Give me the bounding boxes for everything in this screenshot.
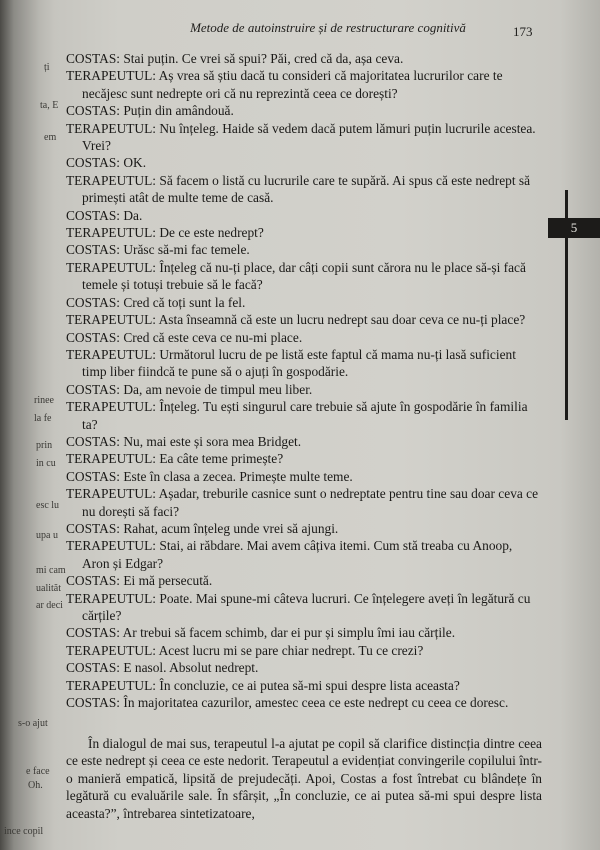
dialogue-turn xyxy=(66,102,542,119)
dialogue-turn xyxy=(66,294,542,311)
dialogue-turn xyxy=(66,50,542,67)
previous-page-fragment: rinee xyxy=(34,395,54,406)
dialogue-turn xyxy=(66,677,542,694)
dialogue-turn xyxy=(66,433,542,450)
running-head: Metode de autoinstruire și de restructurare cognitivă xyxy=(190,20,466,35)
dialogue-turn xyxy=(66,485,542,520)
speaker-label: TERAPEUTUL: xyxy=(66,68,157,84)
turn-text: Puțin din amândouă. xyxy=(123,103,234,119)
turn-text: Așadar, treburile casnice sunt o nedreptate pentru tine sau doar ceva ce nu dorești să faci? xyxy=(82,486,539,519)
dialogue-turn xyxy=(66,259,542,294)
speaker-label: TERAPEUTUL: xyxy=(66,346,157,362)
dialogue-turn xyxy=(66,224,542,241)
turn-text: Înțeleg. Tu ești singurul care trebuie să ajute în gospodărie în familia ta? xyxy=(82,399,528,432)
turn-text: Rahat, acum înțeleg unde vrei să ajungi. xyxy=(123,520,339,536)
turn-text: Ei mă persecută. xyxy=(123,573,213,589)
turn-text: În majoritatea cazurilor, amestec ceea ce este nedrept cu ceea ce doresc. xyxy=(123,695,509,711)
previous-page-fragment: e face xyxy=(26,766,50,777)
turn-text: Poate. Mai spune-mi câteva lucruri. Ce înțelegere aveți în legătură cu cărțile? xyxy=(82,590,531,623)
speaker-label: TERAPEUTUL: xyxy=(66,259,157,275)
dialogue-turn xyxy=(66,468,542,485)
dialogue-turn xyxy=(66,67,542,102)
dialogue-turn xyxy=(66,537,542,572)
turn-text: Acest lucru mi se pare chiar nedrept. Tu ce crezi? xyxy=(158,642,424,658)
summary-paragraph: În dialogul de mai sus, terapeutul l-a ajutat pe copil să clarifice distincția dintre ceea ce este nedrept și ceea ce este nedorit. Terapeutul a evidențiat convingerile copilului într-o manieră empatică, lipsită de prejudecăți. Apoi, Costas a fost întrebat cu blândețe în legătură cu evaluările sale. În sfârșit, „În concluzie, ce ai putea să-mi spui despre lista aceasta?”, întrebarea sintetizatoare, xyxy=(66,736,542,821)
dialogue-turn xyxy=(66,659,542,676)
dialogue-turn xyxy=(66,207,542,224)
previous-page-fragment: prin xyxy=(36,440,53,451)
previous-page-fragment: upa u xyxy=(36,530,58,541)
speaker-label: COSTAS: xyxy=(66,381,120,397)
previous-page-fragment: in cu xyxy=(36,458,56,469)
speaker-label: TERAPEUTUL: xyxy=(66,677,157,693)
speaker-label: COSTAS: xyxy=(66,207,120,223)
previous-page-fragment: la fe xyxy=(34,413,52,424)
dialogue-turn xyxy=(66,398,542,433)
turn-text: Este în clasa a zecea. Primește multe teme. xyxy=(123,468,353,484)
turn-text: OK. xyxy=(123,155,147,171)
speaker-label: COSTAS: xyxy=(66,433,120,449)
speaker-label: TERAPEUTUL: xyxy=(66,538,157,554)
previous-page-fragment: ta, E xyxy=(40,100,59,111)
turn-text: Ea câte teme primește? xyxy=(159,451,284,467)
turn-text: Următorul lucru de pe listă este faptul că mama nu-ți lasă suficient timp liber fiindcă te pune să o ajuți în gospodărie. xyxy=(82,346,516,380)
dialogue-turn xyxy=(66,172,542,207)
turn-text: Da. xyxy=(123,207,143,223)
dialogue-turn xyxy=(66,642,542,659)
dialogue-turn xyxy=(66,311,542,328)
speaker-label: TERAPEUTUL: xyxy=(66,312,157,328)
previous-page-fragment: Oh. xyxy=(28,780,43,791)
book-page xyxy=(58,0,600,850)
speaker-label: COSTAS: xyxy=(66,51,120,66)
speaker-label: COSTAS: xyxy=(66,625,120,641)
speaker-label: TERAPEUTUL: xyxy=(66,642,157,658)
dialogue-turn xyxy=(66,329,542,346)
dialogue-turn xyxy=(66,590,542,625)
turn-text: De ce este nedrept? xyxy=(159,225,264,241)
speaker-label: COSTAS: xyxy=(66,660,120,676)
dialogue-turn xyxy=(66,520,542,537)
dialogue-turn xyxy=(66,154,542,171)
previous-page-fragment: ince copil xyxy=(4,826,44,837)
turn-text: Nu înțeleg. Haide să vedem dacă putem lămuri puțin lucrurile acestea. Vrei? xyxy=(82,120,536,154)
page-number: 173 xyxy=(513,24,533,39)
dialogue-turn xyxy=(66,450,542,467)
dialogue-turn xyxy=(66,120,542,155)
previous-page-fragment: ți xyxy=(44,62,50,73)
previous-page-fragment: ar deci xyxy=(36,600,63,611)
speaker-label: COSTAS: xyxy=(66,294,120,310)
previous-page-fragment: esc lu xyxy=(36,500,60,511)
previous-page-fragment: mi cam xyxy=(36,565,66,576)
dialogue-turn xyxy=(66,694,542,711)
speaker-label: COSTAS: xyxy=(66,468,120,484)
speaker-label: COSTAS: xyxy=(66,695,120,711)
dialogue-turn xyxy=(66,624,542,641)
speaker-label: TERAPEUTUL: xyxy=(66,486,157,502)
turn-text: Ar trebui să facem schimb, dar ei pur și simplu îmi iau cărțile. xyxy=(122,625,456,641)
speaker-label: TERAPEUTUL: xyxy=(66,225,157,241)
turn-text: E nasol. Absolut nedrept. xyxy=(123,660,259,676)
speaker-label: TERAPEUTUL: xyxy=(66,172,157,188)
dialogue-turn xyxy=(66,572,542,589)
turn-text: Nu, mai este și sora mea Bridget. xyxy=(123,433,302,449)
turn-text: Stai puțin. Ce vrei să spui? Păi, cred că da, așa ceva. xyxy=(123,51,404,66)
speaker-label: COSTAS: xyxy=(66,103,120,119)
turn-text: Cred că este ceva ce nu-mi place. xyxy=(123,329,303,345)
turn-text: Cred că toți sunt la fel. xyxy=(123,294,246,310)
turn-text: Aș vrea să știu dacă tu consideri că majoritatea lucrurilor care te necăjesc sunt nedrepte ori că nu reprezintă ceea ce dorești? xyxy=(82,68,503,101)
speaker-label: COSTAS: xyxy=(66,155,120,171)
turn-text: Înțeleg că nu-ți place, dar câți copii sunt cărora nu le place să-și facă temele și totuși trebuie să le facă? xyxy=(82,259,526,293)
dialogue-block xyxy=(66,50,542,711)
speaker-label: COSTAS: xyxy=(66,520,120,536)
speaker-label: COSTAS: xyxy=(66,242,120,258)
turn-text: Să facem o listă cu lucrurile care te supără. Ai spus că este nedrept să primești atât de multe teme de casă. xyxy=(82,172,531,206)
turn-text: Da, am nevoie de timpul meu liber. xyxy=(123,381,313,397)
speaker-label: COSTAS: xyxy=(66,573,120,589)
speaker-label: TERAPEUTUL: xyxy=(66,399,157,415)
turn-text: În concluzie, ce ai putea să-mi spui despre lista aceasta? xyxy=(159,677,460,693)
speaker-label: COSTAS: xyxy=(66,329,120,345)
previous-page-fragment: ualităt xyxy=(36,583,61,594)
dialogue-turn xyxy=(66,346,542,381)
turn-text: Urăsc să-mi fac temele. xyxy=(123,242,250,258)
dialogue-turn xyxy=(66,241,542,258)
dialogue-turn xyxy=(66,381,542,398)
turn-text: Asta înseamnă că este un lucru nedrept sau doar ceva ce nu-ți place? xyxy=(158,312,526,328)
speaker-label: TERAPEUTUL: xyxy=(66,120,157,136)
chapter-tab: 5 xyxy=(548,218,600,238)
speaker-label: TERAPEUTUL: xyxy=(66,451,157,467)
previous-page-fragment: em xyxy=(44,132,57,143)
previous-page-edge xyxy=(0,0,66,850)
turn-text: Stai, ai răbdare. Mai avem câțiva itemi. Cum stă treaba cu Anoop, Aron și Edgar? xyxy=(82,538,513,571)
speaker-label: TERAPEUTUL: xyxy=(66,590,157,606)
previous-page-fragment: s-o ajut xyxy=(18,718,48,729)
